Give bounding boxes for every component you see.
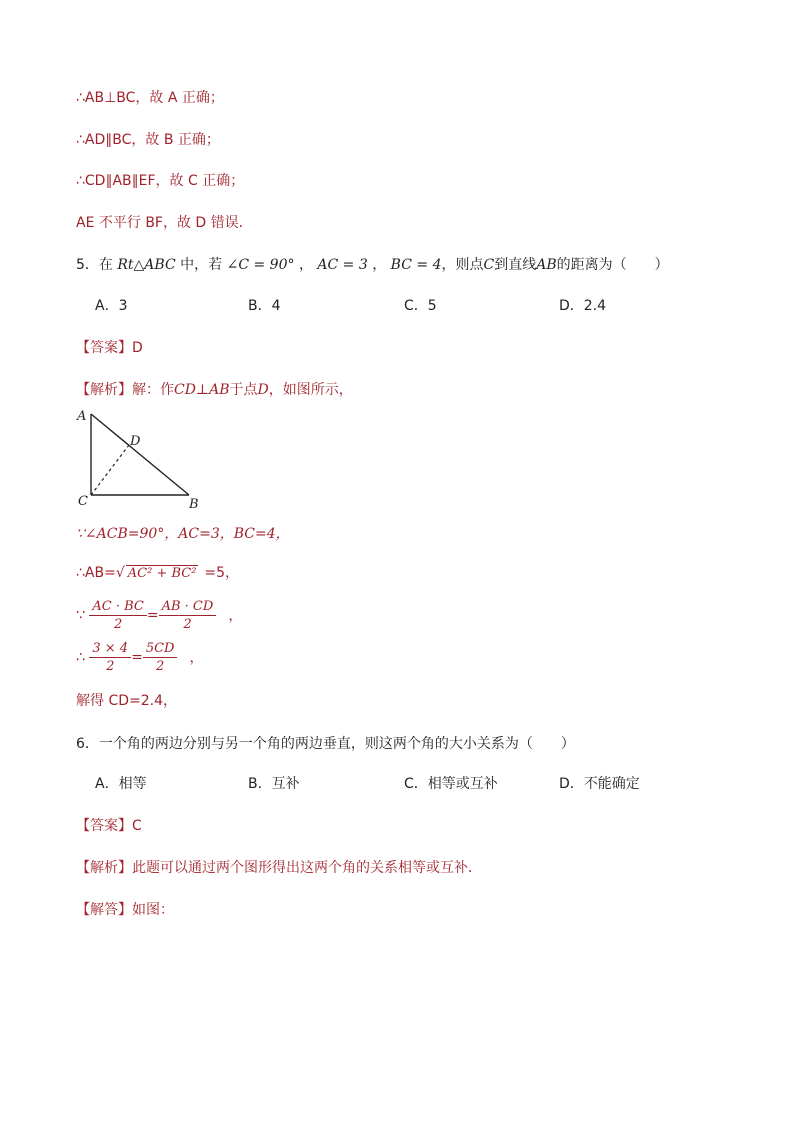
q5-option-a: A．3 — [95, 298, 128, 314]
triangle-figure — [72, 404, 204, 514]
solution-line-2: ∴AD∥BC，故 B 正确； — [76, 132, 220, 148]
fraction-right: $\frac{AB \cdot CD}{2}$ — [159, 598, 217, 633]
solution-line-3: ∴CD∥AB∥EF，故 C 正确； — [76, 173, 245, 189]
q5-option-d: D．2.4 — [559, 298, 607, 314]
q5-option-c: C．5 — [404, 298, 437, 314]
question-5-stem: 5．在 Rt△ABC 中，若 ∠C = 90° ， AC = 3 ， BC = 4，则点C到直线AB的距离为（ ） — [76, 257, 669, 273]
step-4: ∴ $\frac{3 \times 4}{2}$ = $\frac{5CD}{2}$ ， — [76, 641, 204, 674]
question-6-stem: 6．一个角的两边分别与另一个角的两边垂直，则这两个角的大小关系为（ ） — [76, 736, 575, 752]
q6-option-d: D．不能确定 — [559, 776, 640, 792]
sqrt-expression: √ AC² + BC² — [115, 565, 197, 581]
solution-line-4: AE 不平行 BF，故 D 错误. — [76, 215, 244, 231]
answer-value: C — [132, 818, 142, 834]
fraction-right: $\frac{5CD}{2}$ — [143, 640, 178, 675]
altitude-cd — [91, 445, 129, 495]
q6-answer — [76, 817, 142, 835]
step-5: 解得 CD=2.4， — [76, 693, 178, 709]
q5-option-b: B．4 — [248, 298, 281, 314]
label-c: C — [78, 494, 88, 509]
solve-label: 【解答】 — [76, 902, 132, 918]
label-b: B — [189, 497, 199, 512]
q6-option-a: A．相等 — [95, 776, 147, 792]
fraction-left: $\frac{AC \cdot BC}{2}$ — [89, 598, 146, 633]
analysis-label: 【解析】 — [76, 382, 132, 398]
q6-option-c: C．相等或互补 — [404, 776, 498, 792]
analysis-label: 【解析】 — [76, 860, 132, 876]
q6-option-b: B．互补 — [248, 776, 300, 792]
step-1: ∵∠ACB=90°，AC=3，BC=4， — [76, 526, 290, 542]
side-ab — [91, 414, 189, 495]
q6-solve: 【解答】如图： — [76, 902, 174, 918]
label-a: A — [77, 409, 87, 424]
step-2: ∴AB=√ AC² + BC² =5， — [76, 565, 240, 581]
answer-value: D — [132, 340, 143, 356]
step-3: ∵ $\frac{AC \cdot BC}{2}$ = $\frac{AB \cdot CD}{2}$ ， — [76, 599, 243, 632]
answer-label: 【答案】 — [76, 818, 132, 834]
solution-line-1: ∴AB⊥BC，故 A 正确； — [76, 90, 224, 106]
q6-analysis: 【解析】此题可以通过两个图形得出这两个角的关系相等或互补． — [76, 860, 482, 876]
q5-answer — [76, 339, 143, 357]
q5-analysis: 【解析】解：作CD⊥AB于点D，如图所示， — [76, 382, 353, 398]
answer-label: 【答案】 — [76, 340, 132, 356]
fraction-left: $\frac{3 \times 4}{2}$ — [89, 640, 131, 675]
label-d: D — [130, 434, 141, 449]
